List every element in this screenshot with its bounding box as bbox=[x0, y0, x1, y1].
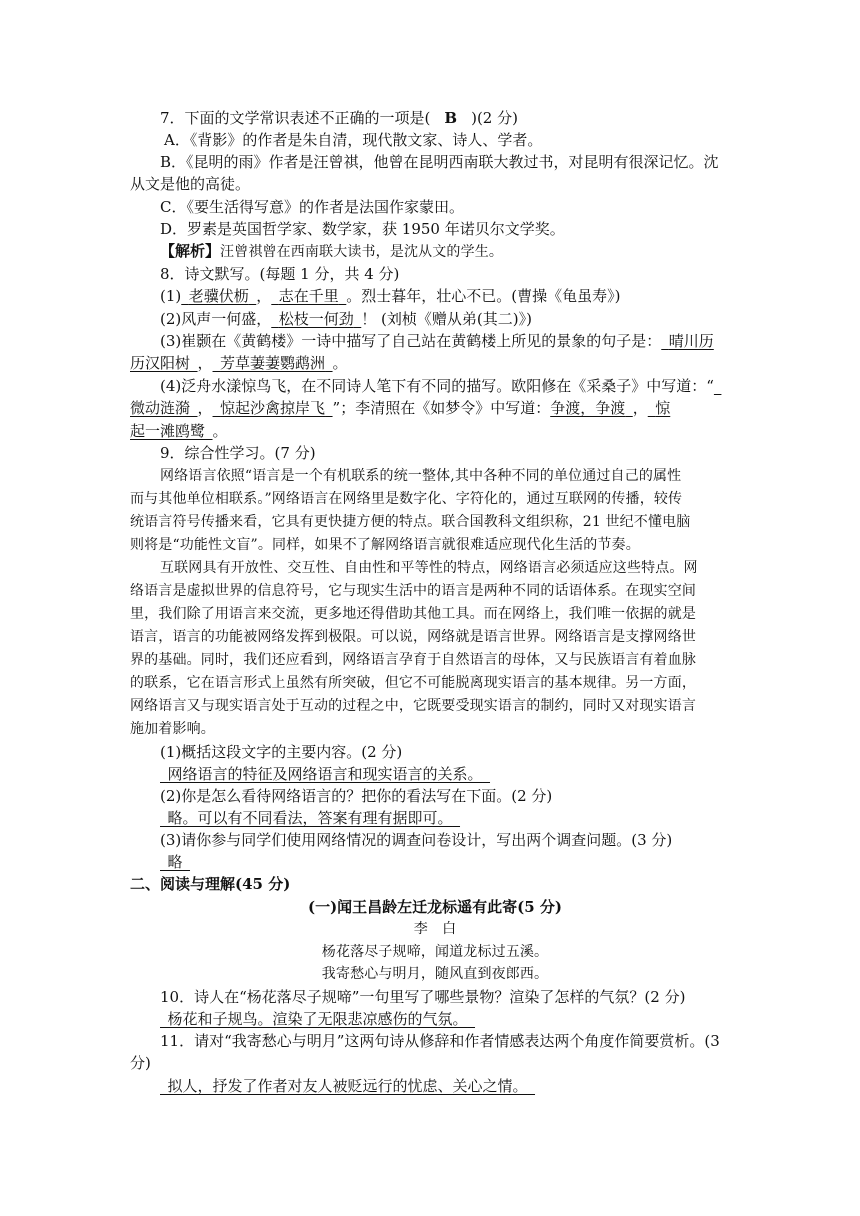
q10-question: 10．诗人在“杨花落尽子规啼”一句里写了哪些景物？渲染了怎样的气氛？(2 分) bbox=[160, 988, 686, 1006]
q7-option-b-line1: B．《昆明的雨》作者是汪曾祺，他曾在昆明西南联大教过书，对昆明有很深记忆。沈 bbox=[160, 153, 719, 171]
q9-para2-line: 施加着影响。 bbox=[130, 721, 215, 737]
q8-item1: (1) 老骥伏枥 ， 志在千里 。烈士暮年，壮心不已。(曹操《龟虽寿》) bbox=[160, 287, 621, 305]
q8-item4-line1: (4)泛舟水漾惊鸟飞，在不同诗人笔下有不同的描写。欧阳修在《采桑子》中写道：“ bbox=[160, 377, 714, 395]
answer-blank: 惊起沙禽掠岸飞 bbox=[220, 399, 326, 417]
q8-item2: (2)风声一何盛， 松枝一何劲 ！ (刘桢《赠从弟(其二)》) bbox=[160, 310, 532, 328]
answer-blank: 杨花和子规鸟。渲染了无限悲凉感伤的气氛。 bbox=[167, 1010, 468, 1028]
q9-sub2-answer bbox=[160, 807, 740, 829]
answer-blank: 略 bbox=[167, 853, 183, 871]
q9-sub3-question: (3)请你参与同学们使用网络情况的调查问卷设计，写出两个调查问题。(3 分) bbox=[160, 831, 673, 849]
q7-stem: 7．下面的文学常识表述不正确的一项是( B )(2 分) bbox=[160, 109, 518, 127]
q11-answer bbox=[160, 1075, 740, 1097]
poem-title: (一)闻王昌龄左迁龙标遥有此寄(5 分) bbox=[307, 898, 563, 916]
q9-para2-line: 络语言是虚拟世界的信息符号，它与现实生活中的语言是两种不同的话语体系。在现实空间 bbox=[130, 583, 696, 599]
q8-item4-line2: 微动涟漪 ， 惊起沙禽掠岸飞 ”；李清照在《如梦令》中写道：争渡，争渡 ， 惊 bbox=[130, 399, 671, 417]
q9-stem: 9．综合性学习。(7 分) bbox=[160, 444, 316, 462]
q9-sub2-question: (2)你是怎么看待网络语言的？把你的看法写在下面。(2 分) bbox=[160, 787, 553, 805]
q9-para2-line: 的联系，它在语言形式上虽然有所突破，但它不可能脱离现实语言的基本规律。另一方面， bbox=[130, 675, 696, 691]
poem-author: 李 白 bbox=[413, 921, 457, 937]
analysis-label: 【解析】 bbox=[160, 242, 221, 260]
q8-item4-line3: 起一滩鸥鹭 。 bbox=[130, 422, 228, 440]
q9-para1-line: 统语言符号传播来看，它具有更快捷方便的特点。联合国教科文组织称，21 世纪不懂电脑 bbox=[130, 514, 691, 530]
q9-para2-line: 网络语言又与现实语言处于互动的过程之中，它既要受现实语言的制约，同时又对现实语言 bbox=[130, 698, 696, 714]
answer-blank: 松枝一何劲 bbox=[278, 310, 354, 328]
answer-blank: 志在千里 bbox=[278, 287, 339, 305]
answer-blank: 芳草萋萋鹦鹉洲 bbox=[220, 354, 326, 372]
q7-option-a: A．《背影》的作者是朱自清，现代散文家、诗人、学者。 bbox=[164, 131, 543, 149]
q8-item3-line2: 历汉阳树 ， 芳草萋萋鹦鹉洲 。 bbox=[130, 354, 348, 372]
answer-blank: 网络语言的特征及网络语言和现实语言的关系。 bbox=[167, 765, 483, 783]
answer-blank: 略。可以有不同看法，答案有理有据即可。 bbox=[167, 809, 453, 827]
poem-line: 我寄愁心与明月，随风直到夜郎西。 bbox=[321, 966, 549, 982]
answer-blank: 争渡，争渡 bbox=[550, 399, 626, 417]
q7-option-c: C．《要生活得写意》的作者是法国作家蒙田。 bbox=[160, 198, 464, 216]
q9-para1-line: 则将是“功能性文盲”。同样，如果不了解网络语言就很难适应现代化生活的节奏。 bbox=[130, 537, 640, 553]
q7-option-b-line2: 从文是他的高徒。 bbox=[130, 175, 251, 193]
q11-question-line2: 分) bbox=[130, 1054, 151, 1072]
q9-para2-line: 语言，语言的功能被网络发挥到极限。可以说，网络就是语言世界。网络语言是支撑网络世 bbox=[130, 629, 696, 645]
q10-answer bbox=[160, 1008, 740, 1030]
q9-sub1-answer bbox=[160, 763, 740, 785]
q9-sub3-answer bbox=[160, 851, 740, 873]
q9-para2-line: 互联网具有开放性、交互性、自由性和平等性的特点，网络语言必须适应这些特点。网 bbox=[160, 560, 698, 576]
q8-stem: 8．诗文默写。(每题 1 分，共 4 分) bbox=[160, 265, 400, 283]
q9-para1-line: 网络语言依照“语言是一个有机联系的统一整体,其中各种不同的单位通过自己的属性 bbox=[160, 468, 682, 484]
q8-item3-line1: (3)崔颢在《黄鹤楼》一诗中描写了自己站在黄鹤楼上所见的景象的句子是： 晴川历 bbox=[160, 332, 714, 350]
section-title: 二、阅读与理解(45 分) bbox=[130, 875, 291, 893]
q7-answer: B bbox=[444, 109, 458, 127]
q9-para2-line: 里，我们除了用语言来交流，更多地还得借助其他工具。而在网络上，我们唯一依据的就是 bbox=[130, 606, 696, 622]
answer-blank: 惊 bbox=[655, 399, 671, 417]
answer-blank: 老骥伏枥 bbox=[188, 287, 249, 305]
q9-para2-line: 界的基础。同时，我们还应看到，网络语言孕育于自然语言的母体，又与民族语言有着血脉 bbox=[130, 652, 696, 668]
q9-para1-line: 而与其他单位相联系。”网络语言在网络里是数字化、字符化的，通过互联网的传播，较传 bbox=[130, 491, 683, 507]
answer-blank: 微动涟漪 bbox=[130, 399, 191, 417]
q7-option-d: D．罗素是英国哲学家、数学家，获 1950 年诺贝尔文学奖。 bbox=[160, 220, 565, 238]
answer-blank: 历汉阳树 bbox=[130, 354, 191, 372]
answer-blank: 晴川历 bbox=[668, 332, 714, 350]
answer-blank: 起一滩鸥鹭 bbox=[130, 422, 206, 440]
poem-line: 杨花落尽子规啼，闻道龙标过五溪。 bbox=[321, 944, 549, 960]
q9-sub1-question: (1)概括这段文字的主要内容。(2 分) bbox=[160, 743, 403, 761]
q11-question-line1: 11．请对“我寄愁心与明月”这两句诗从修辞和作者情感表达两个角度作简要赏析。(3 bbox=[160, 1032, 720, 1050]
q7-analysis: 【解析】汪曾祺曾在西南联大读书，是沈从文的学生。 bbox=[160, 242, 504, 260]
answer-blank: 拟人，抒发了作者对友人被贬远行的忧虑、关心之情。 bbox=[167, 1077, 528, 1095]
